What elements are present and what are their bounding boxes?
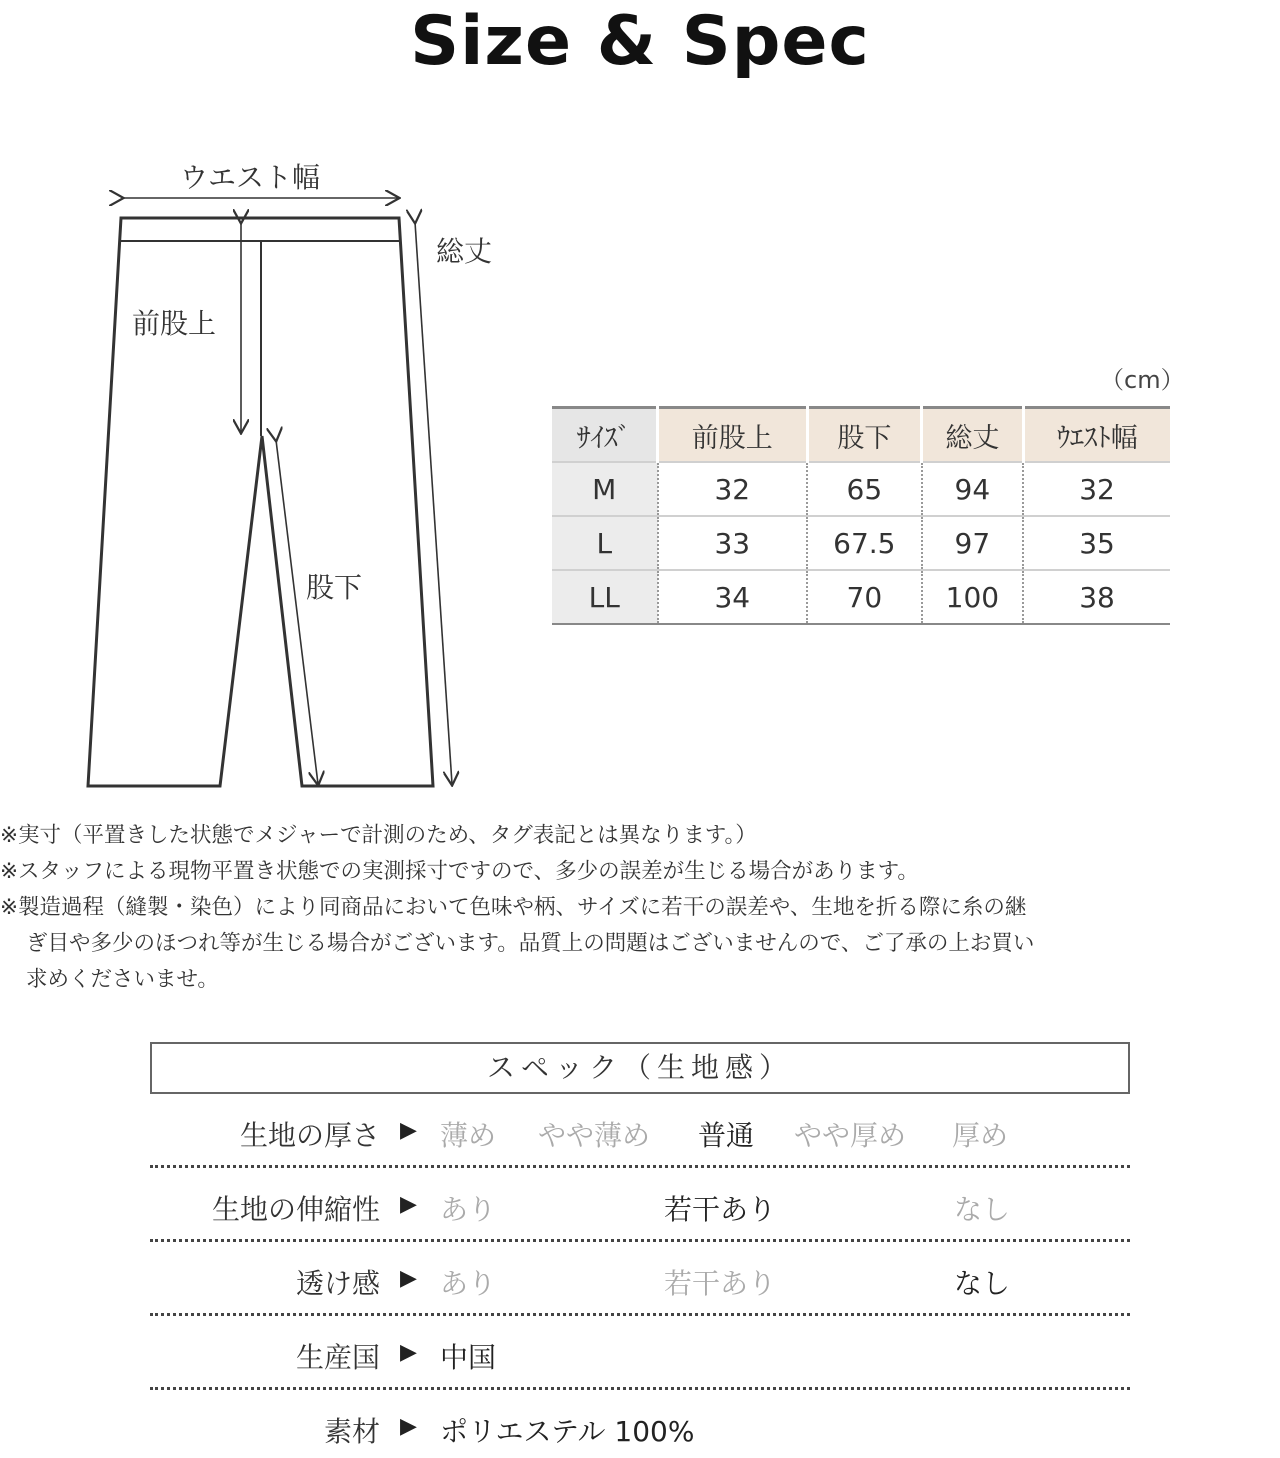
triangle-right-icon: ▶ — [400, 1414, 417, 1439]
unit-label: （cm） — [1100, 366, 1185, 394]
table-cell: 70 — [807, 570, 922, 624]
table-cell: 35 — [1023, 516, 1170, 570]
spec-row-thickness — [150, 1106, 1130, 1162]
table-cell: 33 — [658, 516, 808, 570]
total-length-arrow — [415, 222, 452, 784]
spec-heading: スペック（生地感） — [150, 1042, 1130, 1094]
table-cell: 100 — [922, 570, 1023, 624]
spec-value: ポリエステル 100% — [440, 1415, 695, 1448]
spec-option: あり — [440, 1267, 497, 1300]
spec-label: 生地の厚さ — [239, 1119, 380, 1152]
table-cell: 32 — [1023, 462, 1170, 516]
size-cell: M — [552, 462, 658, 516]
total-length-label: 総丈 — [436, 235, 493, 268]
header-waist: ｳｴｽﾄ幅 — [1023, 408, 1170, 463]
spec-label: 生産国 — [295, 1341, 380, 1374]
spec-option: 若干あり — [664, 1267, 777, 1300]
divider — [150, 1313, 1130, 1316]
notes — [0, 818, 1280, 998]
spec-option-selected: 普通 — [698, 1119, 755, 1152]
header-total-length: 総丈 — [922, 408, 1023, 463]
divider — [150, 1239, 1130, 1242]
waist-label: ウエスト幅 — [180, 161, 321, 194]
note-line: 求めくださいませ。 — [26, 967, 219, 992]
size-cell: L — [552, 516, 658, 570]
table-cell: 32 — [658, 462, 808, 516]
spec-option: やや薄め — [538, 1119, 651, 1152]
front-rise-label: 前股上 — [132, 307, 217, 340]
spec-row-origin — [150, 1328, 1130, 1384]
header-inseam: 股下 — [807, 408, 922, 463]
table-row — [552, 462, 1170, 516]
divider — [150, 1165, 1130, 1168]
spec-option: やや厚め — [794, 1119, 907, 1152]
spec-option: なし — [954, 1193, 1011, 1226]
spec-label: 透け感 — [295, 1267, 380, 1300]
spec-value: 中国 — [440, 1341, 497, 1374]
size-table — [552, 406, 1170, 625]
table-cell: 67.5 — [807, 516, 922, 570]
spec-row-sheer — [150, 1254, 1130, 1310]
header-front-rise: 前股上 — [658, 408, 808, 463]
size-cell: LL — [552, 570, 658, 624]
spec-option: 薄め — [440, 1119, 497, 1152]
header-size: ｻｲｽﾞ — [552, 408, 658, 463]
note-line: ※製造過程（縫製・染色）により同商品において色味や柄、サイズに若干の誤差や、生地を折る際に糸の継 — [0, 895, 1027, 920]
table-cell: 97 — [922, 516, 1023, 570]
page-title: Size & Spec — [410, 2, 870, 81]
triangle-right-icon: ▶ — [400, 1340, 417, 1365]
spec-option-selected: 若干あり — [664, 1193, 777, 1226]
table-header-row — [552, 408, 1170, 463]
divider — [150, 1387, 1130, 1390]
table-row — [552, 570, 1170, 624]
note-line: ※スタッフによる現物平置き状態での実測採寸ですので、多少の誤差が生じる場合があります。 — [0, 859, 919, 884]
table-cell: 65 — [807, 462, 922, 516]
table-cell: 38 — [1023, 570, 1170, 624]
spec-option-selected: なし — [954, 1267, 1011, 1300]
spec-label: 生地の伸縮性 — [211, 1193, 380, 1226]
spec-row-stretch — [150, 1180, 1130, 1236]
triangle-right-icon: ▶ — [400, 1118, 417, 1143]
triangle-right-icon: ▶ — [400, 1266, 417, 1291]
table-row — [552, 516, 1170, 570]
table-cell: 94 — [922, 462, 1023, 516]
note-line: ぎ目や多少のほつれ等が生じる場合がございます。品質上の問題はございませんので、ご了承の上お買い — [26, 931, 1035, 956]
inseam-label: 股下 — [306, 571, 363, 604]
table-cell: 34 — [658, 570, 808, 624]
spec-option: あり — [440, 1193, 497, 1226]
spec-label: 素材 — [323, 1415, 380, 1448]
spec-option: 厚め — [952, 1119, 1009, 1152]
triangle-right-icon: ▶ — [400, 1192, 417, 1217]
note-line: ※実寸（平置きした状態でメジャーで計測のため、タグ表記とは異なります。） — [0, 823, 757, 848]
pants-diagram — [0, 0, 520, 800]
spec-row-material — [150, 1402, 1130, 1458]
